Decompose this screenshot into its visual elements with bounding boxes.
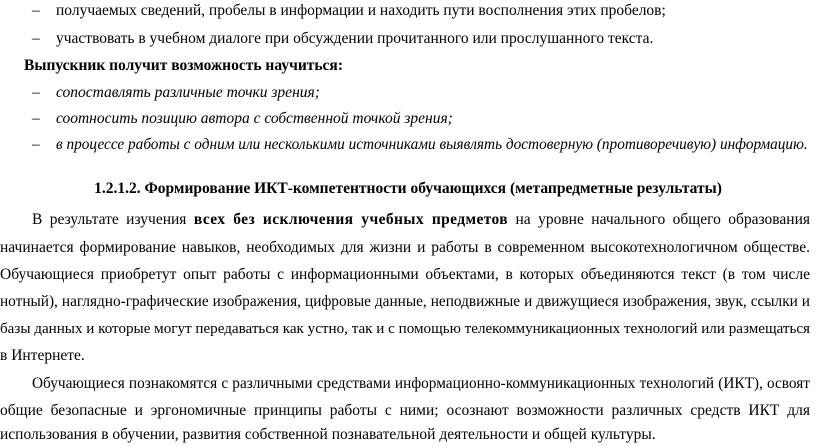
list-item-text: в процессе работы с одним или несколькими источниками выявлять достоверную (противоречивую) информацию. [56, 136, 808, 153]
dash-marker: – [32, 136, 40, 153]
dash-marker: – [32, 2, 40, 19]
paragraph-line [0, 209, 810, 231]
paragraph-line: нотный), наглядно-графические изображения, цифровые данные, неподвижные и движущиеся изображения, звук, ссылки и [0, 293, 810, 310]
list-item-text: соотносить позицию автора с собственной точкой зрения; [56, 110, 453, 127]
paragraph-line: общие безопасные и эргономичные принципы работы с ними; осознают возможности различных средств ИКТ для [0, 402, 810, 419]
dash-marker: – [32, 30, 40, 47]
paragraph-line: использования в обучении, развития собственной познавательной деятельности и общей культуры. [0, 426, 656, 443]
paragraph-line: в Интернете. [0, 347, 85, 364]
paragraph-line: Обучающиеся приобретут опыт работы с информационными объектами, в которых объединяются текст (в том числе [0, 266, 810, 283]
paragraph-line: Обучающиеся познакомятся с различными средствами информационно-коммуникационных технологий (ИКТ), освоят [32, 375, 810, 392]
list-item-text: сопоставлять различные точки зрения; [56, 84, 320, 101]
paragraph-line: начинается формирование навыков, необходимых для жизни и работы в современном высокотехнологичном обществе. [0, 239, 810, 256]
paragraph-bold-text: всех без исключения учебных предметов [193, 211, 509, 228]
paragraph-text: В результате изучения [32, 211, 187, 228]
list-item-text: получаемых сведений, пробелы в информации и находить пути восполнения этих пробелов; [56, 2, 666, 19]
dash-marker: – [32, 110, 40, 127]
dash-marker: – [32, 84, 40, 101]
section-heading: 1.2.1.2. Формирование ИКТ-компетентности обучающихся (метапредметные результаты) [94, 180, 722, 197]
paragraph-line: базы данных и которые могут передаваться как устно, так и с помощью телекоммуникационных технологий или размещаться [0, 321, 810, 337]
paragraph-text: на уровне начального общего образования [515, 211, 811, 228]
list-item-text: участвовать в учебном диалоге при обсуждении прочитанного или прослушанного текста. [56, 30, 654, 47]
opportunity-heading: Выпускник получит возможность научиться: [24, 57, 343, 74]
